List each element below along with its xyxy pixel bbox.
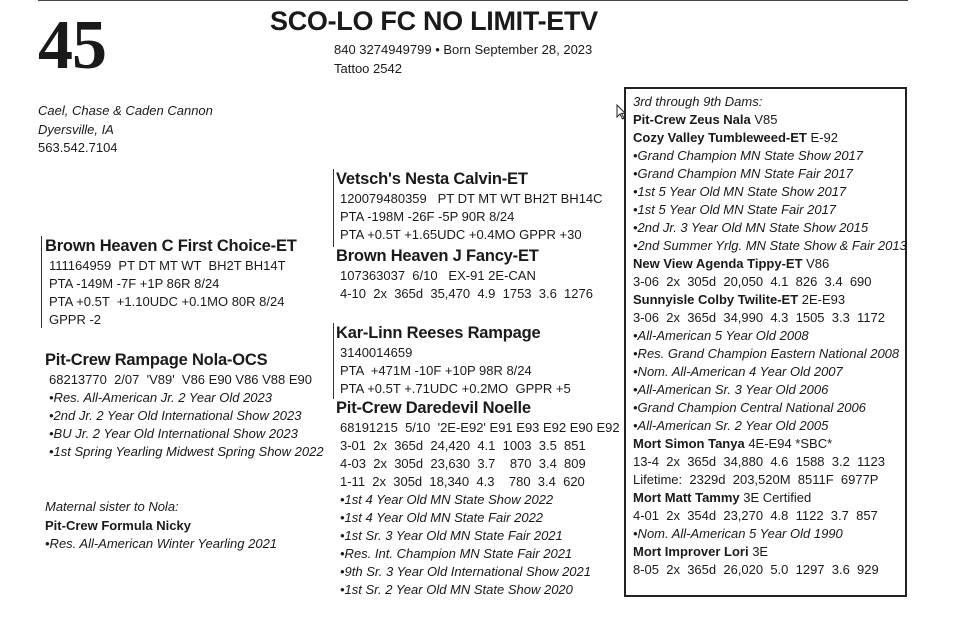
- maternal-sister-block: [45, 498, 277, 554]
- dam-entry-score: 4E-E94 *SBC*: [744, 436, 833, 451]
- dam-entry-name: Cozy Valley Tumbleweed-ET: [633, 130, 807, 145]
- dam-honor: •Res. All-American Jr. 2 Year Old 2023: [49, 390, 272, 405]
- sire-line: 111164959 PT DT MT WT BH2T BH14T: [49, 258, 286, 273]
- dam-entry-honor: •Grand Champion MN State Fair 2017: [633, 166, 853, 181]
- dam-entry: [633, 435, 905, 453]
- dams-sire-name: Kar-Linn Reeses Rampage: [336, 324, 541, 342]
- dam-entry-honor: •Grand Champion Central National 2006: [633, 400, 866, 415]
- dams-dam-honor: •1st Sr. 2 Year Old MN State Show 2020: [340, 582, 573, 597]
- dam-entry: [633, 129, 905, 147]
- dam-entry-honor: •All-American Sr. 2 Year Old 2005: [633, 418, 829, 433]
- dams-dam-block: [336, 398, 620, 599]
- dam-entry-record: 4-01 2x 354d 23,270 4.8 1122 3.7 857: [633, 508, 878, 523]
- dam-entry-name: Mort Improver Lori: [633, 544, 749, 559]
- dam-entry-honor: •Nom. All-American 4 Year Old 2007: [633, 364, 843, 379]
- dam-honor: •BU Jr. 2 Year Old International Show 2023: [49, 426, 298, 441]
- dam-entry-score: V85: [750, 112, 778, 127]
- dam-entry-record: 3-06 2x 305d 20,050 4.1 826 3.4 690: [633, 274, 872, 289]
- dams-dam-line: 4-03 2x 305d 23,630 3.7 870 3.4 809: [340, 456, 586, 471]
- sires-sire-line: PTA +0.5T +1.65UDC +0.4MO GPPR +30: [340, 227, 582, 242]
- dam-entry-honor: •1st 5 Year Old MN State Fair 2017: [633, 202, 837, 217]
- dam-entry-record: 8-05 2x 365d 26,020 5.0 1297 3.6 929: [633, 562, 879, 577]
- dam-entry-name: Mort Simon Tanya: [633, 436, 745, 451]
- dam-honor: •2nd Jr. 2 Year Old International Show 2023: [49, 408, 302, 423]
- sires-dam-name: Brown Heaven J Fancy-ET: [336, 247, 539, 265]
- tattoo-line: Tattoo 2542: [334, 61, 402, 76]
- sires-dam-line: 107363037 6/10 EX-91 2E-CAN: [340, 268, 536, 283]
- sire-line: PTA -149M -7F +1P 86R 8/24: [49, 276, 220, 291]
- dam-entry-record: 13-4 2x 365d 34,880 4.6 1588 3.2 1123: [633, 454, 886, 469]
- owner-info: [38, 102, 213, 158]
- dam-entry-honor: •2nd Jr. 3 Year Old MN State Show 2015: [633, 220, 869, 235]
- dam-entry-honor: •1st 5 Year Old MN State Show 2017: [633, 184, 847, 199]
- sires-sire-line: 120079480359 PT DT MT WT BH2T BH14C: [340, 191, 603, 206]
- owner-phone: 563.542.7104: [38, 140, 118, 155]
- dam-entry: [633, 255, 905, 273]
- dam-entry-name: Pit-Crew Zeus Nala: [633, 112, 751, 127]
- sire-line: GPPR -2: [49, 312, 102, 327]
- dams-dam-honor: •Res. Int. Champion MN State Fair 2021: [340, 546, 573, 561]
- sire-block: [41, 236, 297, 328]
- extended-dams-caption: 3rd through 9th Dams:: [633, 94, 763, 109]
- owner-location: Dyersville, IA: [38, 121, 114, 137]
- dams-dam-line: 68191215 5/10 '2E-E92' E91 E93 E92 E90 E92: [340, 420, 620, 435]
- dam-honor: •1st Spring Yearling Midwest Spring Show 2022: [49, 444, 324, 459]
- dams-dam-honor: •1st Sr. 3 Year Old MN State Fair 2021: [340, 528, 563, 543]
- dams-dam-honor: •1st 4 Year Old MN State Show 2022: [340, 492, 554, 507]
- maternal-sister-caption: Maternal sister to Nola:: [45, 499, 179, 514]
- sires-sire-line: PTA -198M -26F -5P 90R 8/24: [340, 209, 515, 224]
- dam-entry-record: 3-06 2x 365d 34,990 4.3 1505 3.3 1172: [633, 310, 886, 325]
- sires-sire-block: [333, 169, 603, 247]
- dam-entry-honor: •Grand Champion MN State Show 2017: [633, 148, 864, 163]
- sires-dam-block: [336, 246, 593, 303]
- dams-dam-line: 1-11 2x 305d 18,340 4.3 780 3.4 620: [340, 474, 585, 489]
- dam-entry: [633, 489, 905, 507]
- sires-dam-line: 4-10 2x 365d 35,470 4.9 1753 3.6 1276: [340, 286, 593, 301]
- dams-dam-honor: •1st 4 Year Old MN State Fair 2022: [340, 510, 544, 525]
- dams-sire-line: PTA +471M -10F +10P 98R 8/24: [340, 363, 532, 378]
- dam-entry-honor: •All-American 5 Year Old 2008: [633, 328, 809, 343]
- sire-name: Brown Heaven C First Choice-ET: [45, 237, 297, 255]
- dams-dam-honor: •9th Sr. 3 Year Old International Show 2021: [340, 564, 591, 579]
- dam-entry-honor: •All-American Sr. 3 Year Old 2006: [633, 382, 829, 397]
- dam-entry-honor: •Nom. All-American 5 Year Old 1990: [633, 526, 843, 541]
- maternal-sister-honor: •Res. All-American Winter Yearling 2021: [45, 536, 278, 551]
- registration-id-line: 840 3274949799 • Born September 28, 2023: [334, 42, 593, 57]
- owner-names: Cael, Chase & Caden Cannon: [38, 103, 213, 118]
- dam-entry-honor: •Res. Grand Champion Eastern National 2008: [633, 346, 900, 361]
- dam-name: Pit-Crew Rampage Nola-OCS: [45, 351, 268, 369]
- dam-entry-score: 2E-E93: [798, 292, 846, 307]
- lot-number: 45: [38, 7, 106, 84]
- dam-entry-score: 3E: [748, 544, 769, 559]
- sire-line: PTA +0.5T +1.10UDC +0.1MO 80R 8/24: [49, 294, 285, 309]
- dams-sire-line: PTA +0.5T +.71UDC +0.2MO GPPR +5: [340, 381, 571, 396]
- dams-sire-line: 3140014659: [340, 345, 413, 360]
- maternal-sister-name: Pit-Crew Formula Nicky: [45, 517, 191, 533]
- dams-dam-name: Pit-Crew Daredevil Noelle: [336, 399, 531, 417]
- dam-entry-name: Mort Matt Tammy: [633, 490, 740, 505]
- extended-dams-box: [624, 87, 907, 597]
- registration-info: [334, 40, 592, 78]
- dam-entry-name: Sunnyisle Colby Twilite-ET: [633, 292, 799, 307]
- dams-dam-line: 3-01 2x 365d 24,420 4.1 1003 3.5 851: [340, 438, 586, 453]
- animal-name: SCO-LO FC NO LIMIT-ETV: [270, 6, 598, 36]
- dam-entry-score: V86: [802, 256, 830, 271]
- dam-line: 68213770 2/07 'V89' V86 E90 V86 V88 E90: [49, 372, 313, 387]
- sires-sire-name: Vetsch's Nesta Calvin-ET: [336, 170, 528, 188]
- dam-block: [45, 350, 324, 461]
- dam-entry-score: E-92: [806, 130, 838, 145]
- dam-entry-honor: •2nd Summer Yrlg. MN State Show & Fair 2013: [633, 238, 907, 253]
- mouse-pointer-icon: [616, 104, 626, 120]
- dam-entry-name: New View Agenda Tippy-ET: [633, 256, 803, 271]
- dam-entry-score: 3E Certified: [739, 490, 812, 505]
- dams-sire-block: [333, 323, 571, 399]
- top-rule: [38, 0, 908, 1]
- dam-entry: [633, 291, 905, 309]
- dam-entry: [633, 111, 905, 129]
- dam-entry: [633, 543, 905, 561]
- dam-entry-record: Lifetime: 2329d 203,520M 8511F 6977P: [633, 472, 879, 487]
